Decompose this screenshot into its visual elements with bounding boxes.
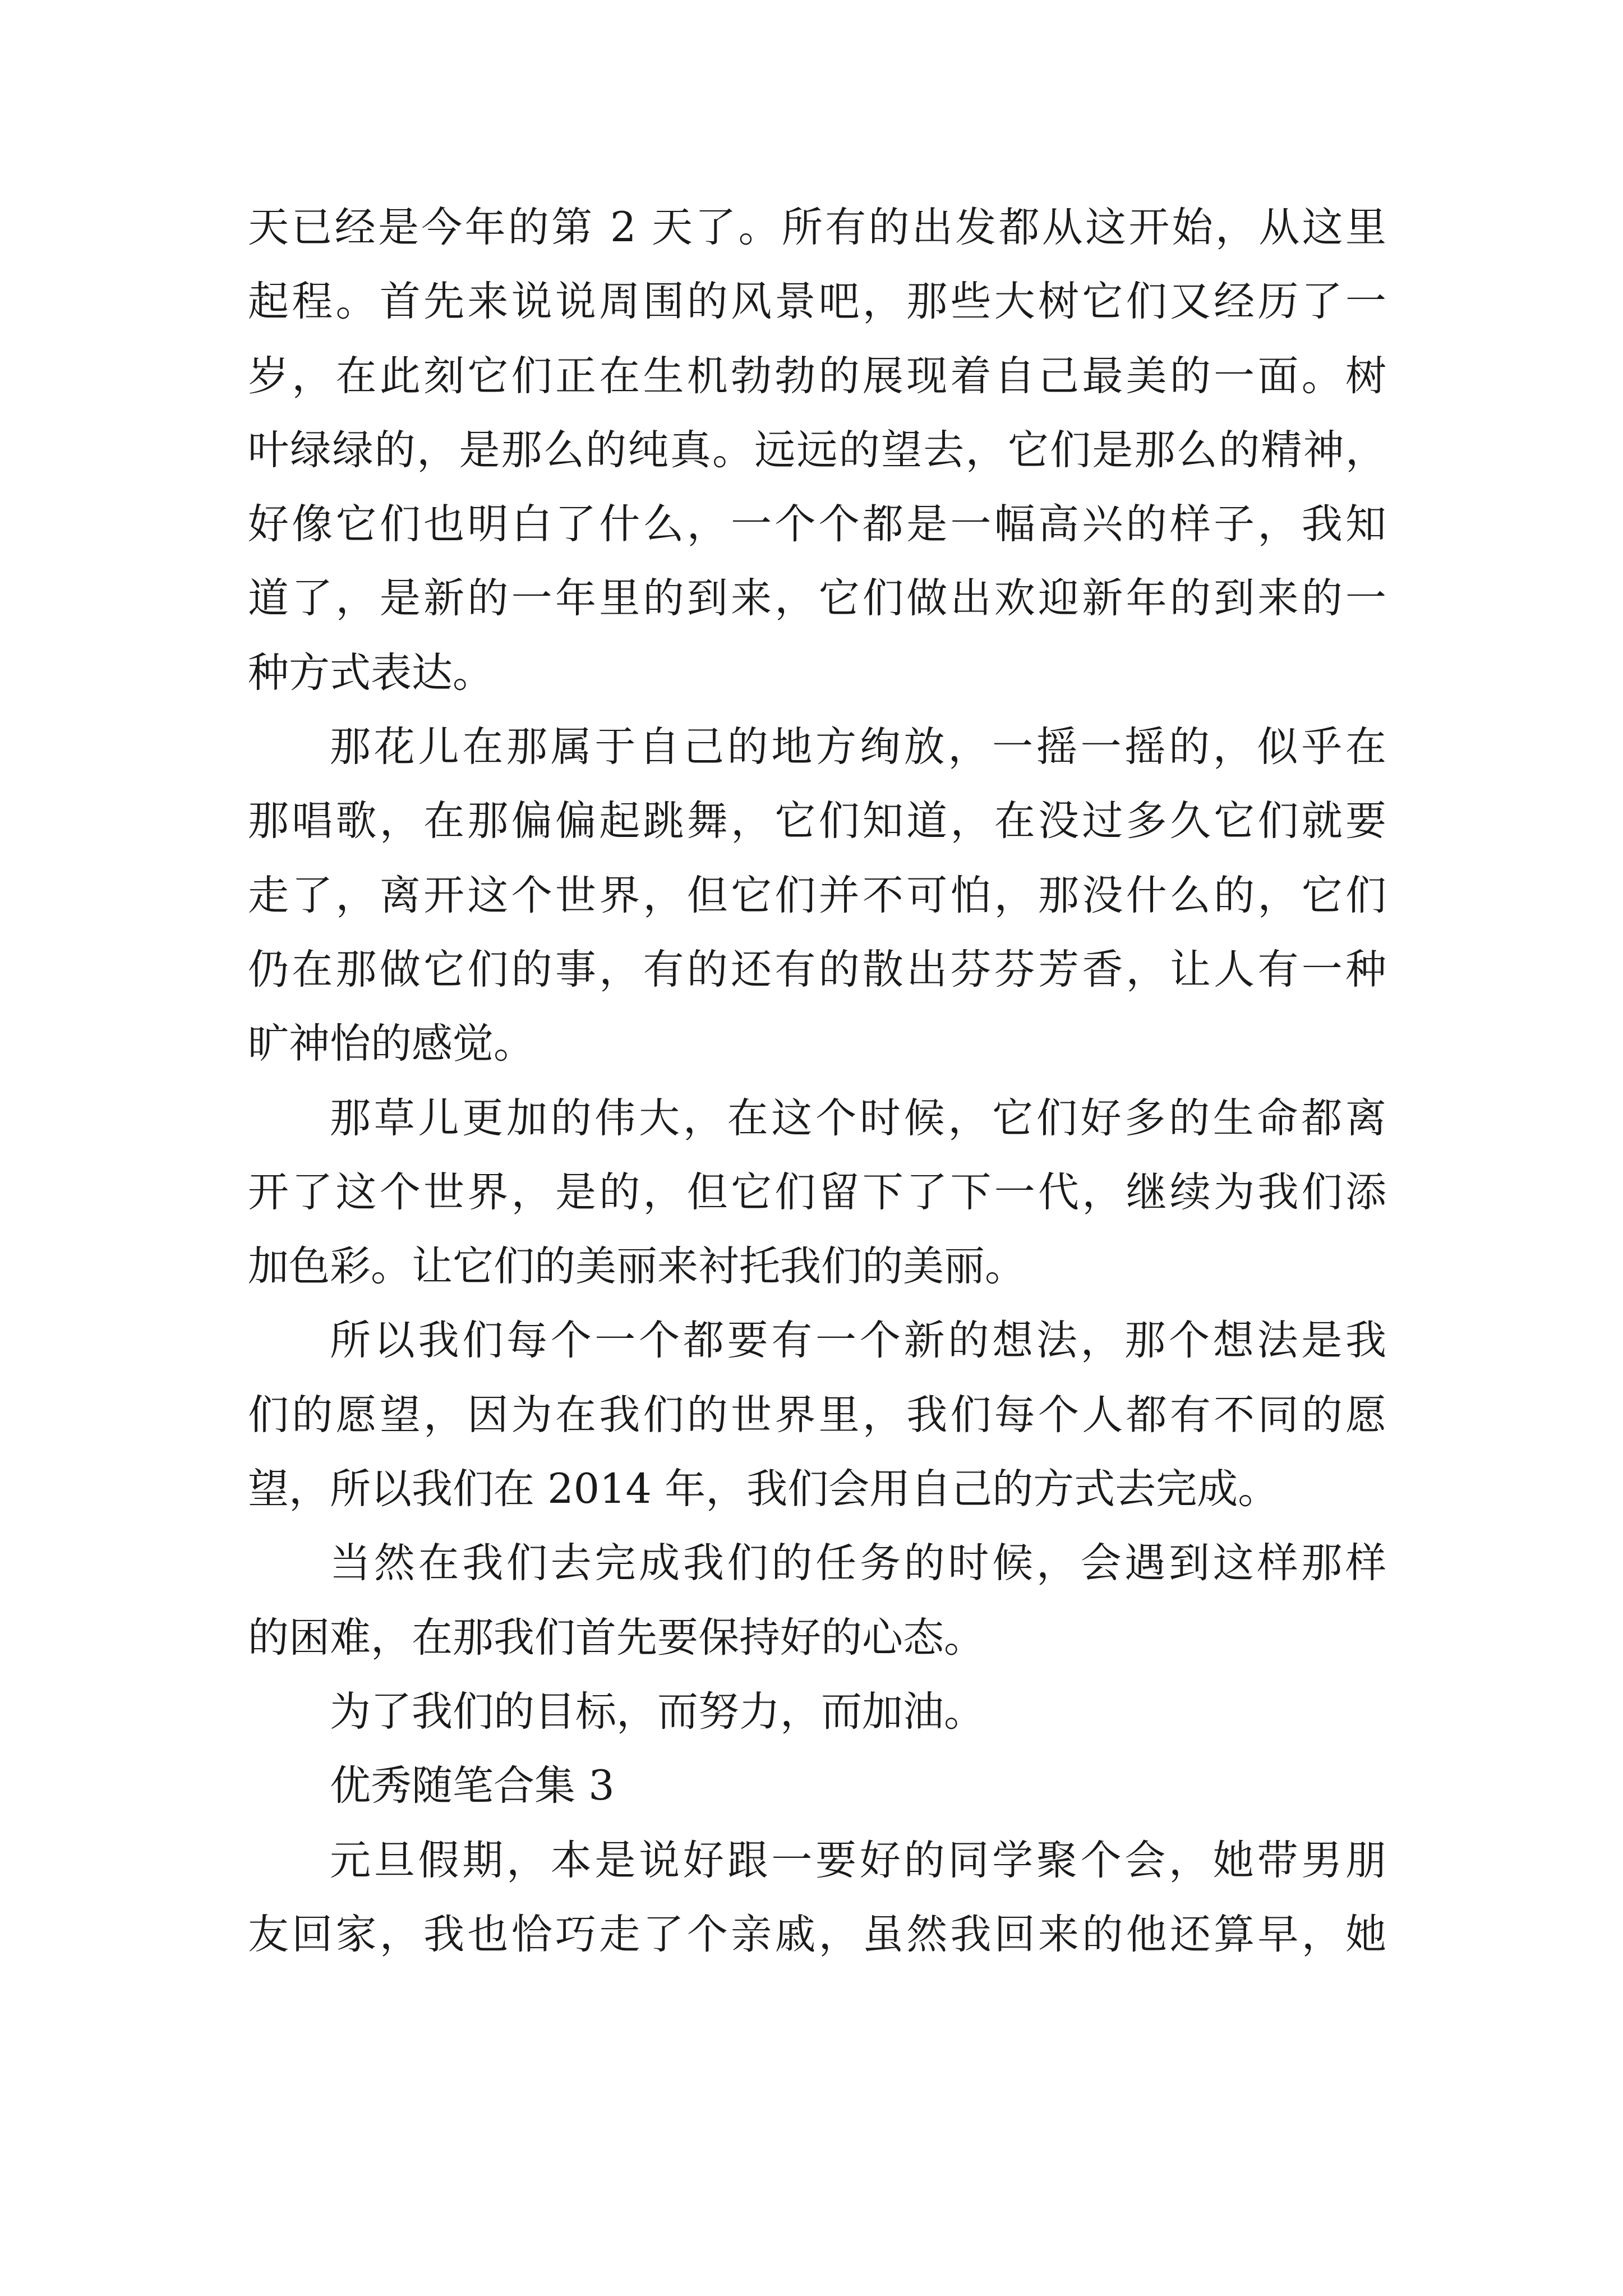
text-line: 叶绿绿的，是那么的纯真。远远的望去，它们是那么的精神， (248, 426, 1386, 474)
text-line: 道了，是新的一年里的到来，它们做出欢迎新年的到来的一 (248, 574, 1386, 623)
paragraph-first-line: 优秀随笔合集 3 (330, 1762, 615, 1810)
paragraph-first-line: 为了我们的目标，而努力，而加油。 (330, 1687, 985, 1736)
text-line: 开了这个世界，是的，但它们留下了下一代，继续为我们添 (248, 1168, 1386, 1216)
text-line: 好像它们也明白了什么，一个个都是一幅高兴的样子，我知 (248, 500, 1386, 549)
paragraph-first-line: 那草儿更加的伟大，在这个时候，它们好多的生命都离 (330, 1094, 1386, 1142)
paragraph-first-line: 元旦假期，本是说好跟一要好的同学聚个会，她带男朋 (330, 1836, 1386, 1884)
text-line: 们的愿望，因为在我们的世界里，我们每个人都有不同的愿 (248, 1391, 1386, 1439)
paragraph-first-line: 当然在我们去完成我们的任务的时候，会遇到这样那样 (330, 1539, 1386, 1588)
paragraph-first-line: 那花儿在那属于自己的地方绚放，一摇一摇的，似乎在 (330, 723, 1386, 771)
text-line: 天已经是今年的第 2 天了。所有的出发都从这开始，从这里 (248, 204, 1386, 251)
text-line: 的困难，在那我们首先要保持好的心态。 (248, 1613, 985, 1662)
paragraph-first-line: 所以我们每个一个都要有一个新的想法，那个想法是我 (330, 1317, 1386, 1365)
text-line: 旷神怡的感觉。 (248, 1020, 534, 1068)
text-line: 仍在那做它们的事，有的还有的散出芬芬芳香，让人有一种 (248, 945, 1386, 993)
text-line: 望，所以我们在 2014 年，我们会用自己的方式去完成。 (248, 1465, 1279, 1513)
text-line: 那唱歌，在那偏偏起跳舞，它们知道，在没过多久它们就要 (248, 797, 1386, 845)
body-text (248, 191, 1386, 1972)
text-line: 加色彩。让它们的美丽来衬托我们的美丽。 (248, 1243, 1026, 1291)
text-line: 起程。首先来说说周围的风景吧，那些大树它们又经历了一 (248, 278, 1386, 326)
text-line: 走了，离开这个世界，但它们并不可怕，那没什么的，它们 (248, 871, 1386, 919)
text-line: 友回家，我也恰巧走了个亲戚，虽然我回来的他还算早，她 (248, 1910, 1386, 1958)
text-line: 岁，在此刻它们正在生机勃勃的展现着自己最美的一面。树 (248, 352, 1386, 400)
text-line: 种方式表达。 (248, 648, 494, 697)
